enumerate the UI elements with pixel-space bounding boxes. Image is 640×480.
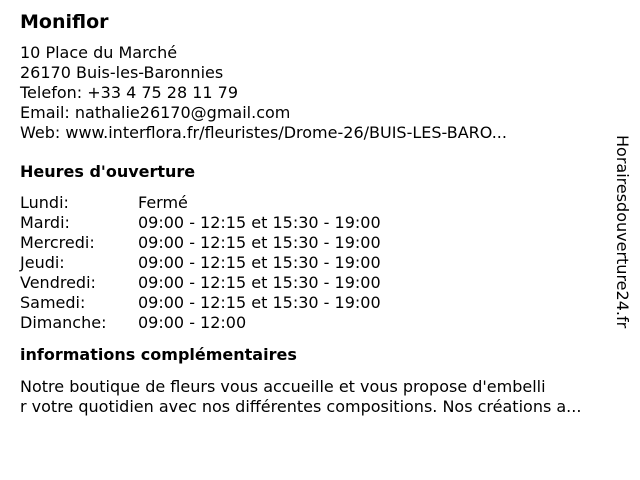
phone-line: Telefon: +33 4 75 28 11 79 — [20, 83, 239, 102]
business-card — [20, 10, 620, 417]
hours-time: 09:00 - 12:15 et 15:30 - 19:00 — [138, 213, 381, 232]
hours-title: Heures d'ouverture — [20, 162, 196, 181]
info-description-line-1: Notre boutique de fleurs vous accueille et vous propose d'embelli — [20, 377, 546, 396]
site-watermark: Horairesdouverture24.fr — [613, 135, 632, 329]
business-name: Moniflor — [20, 11, 109, 33]
email-line: Email: nathalie26170@gmail.com — [20, 103, 291, 122]
hours-day: Samedi: — [20, 293, 86, 312]
hours-row-tuesday — [20, 213, 620, 233]
hours-row-thursday — [20, 253, 620, 273]
hours-day: Mardi: — [20, 213, 70, 232]
hours-time: 09:00 - 12:15 et 15:30 - 19:00 — [138, 253, 381, 272]
info-title: informations complémentaires — [20, 345, 297, 364]
web-line: Web: www.interflora.fr/fleuristes/Drome-26/BUIS-LES-BARO... — [20, 123, 507, 142]
hours-time: 09:00 - 12:00 — [138, 313, 247, 332]
hours-time: 09:00 - 12:15 et 15:30 - 19:00 — [138, 233, 381, 252]
hours-time: 09:00 - 12:15 et 15:30 - 19:00 — [138, 273, 381, 292]
hours-row-monday — [20, 193, 620, 213]
hours-time: Fermé — [138, 193, 188, 212]
hours-time: 09:00 - 12:15 et 15:30 - 19:00 — [138, 293, 381, 312]
hours-row-wednesday — [20, 233, 620, 253]
address-line-2: 26170 Buis-les-Baronnies — [20, 63, 224, 82]
hours-row-saturday — [20, 293, 620, 313]
hours-row-friday — [20, 273, 620, 293]
hours-day: Jeudi: — [20, 253, 65, 272]
hours-day: Mercredi: — [20, 233, 95, 252]
hours-day: Vendredi: — [20, 273, 96, 292]
info-description-line-2: r votre quotidien avec nos différentes compositions. Nos créations a... — [20, 397, 582, 416]
address-line-1: 10 Place du Marché — [20, 43, 178, 62]
hours-row-sunday — [20, 313, 620, 333]
hours-day: Lundi: — [20, 193, 69, 212]
hours-day: Dimanche: — [20, 313, 107, 332]
